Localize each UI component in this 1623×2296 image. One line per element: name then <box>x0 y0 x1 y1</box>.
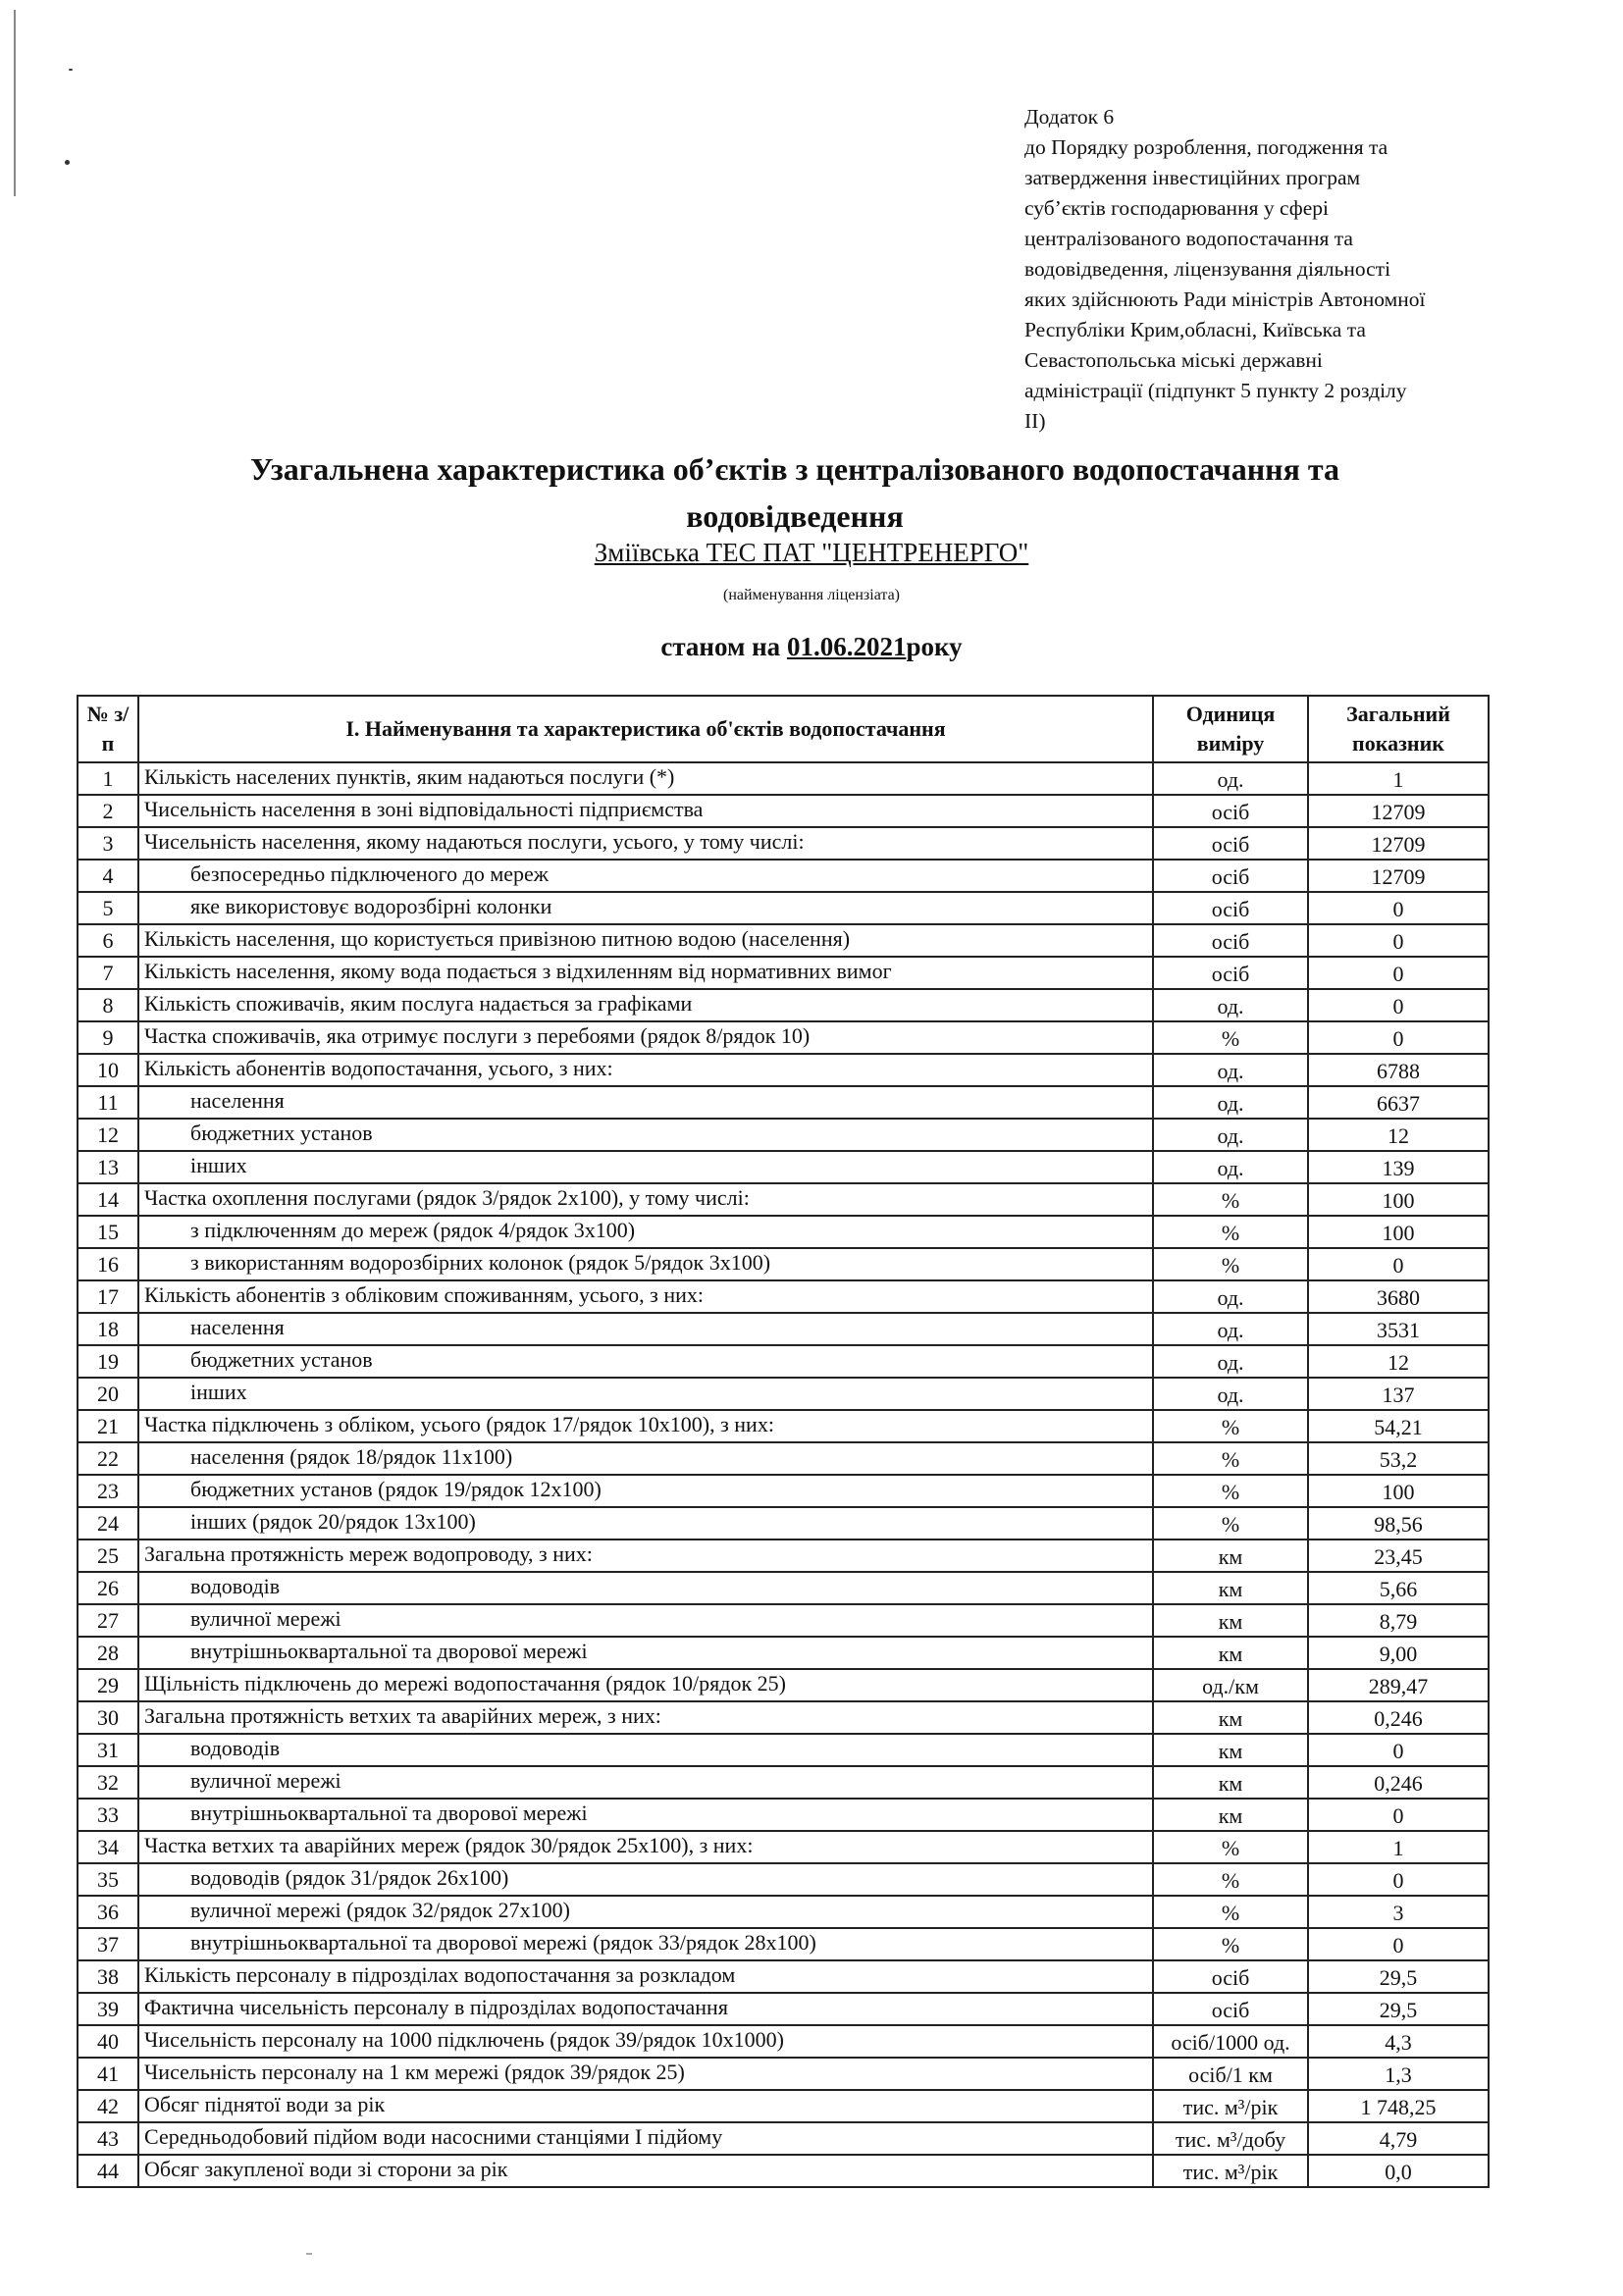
date-suffix: року <box>906 632 963 661</box>
table-row <box>78 1896 1489 1928</box>
row-unit: од. <box>1153 762 1308 795</box>
row-number: 17 <box>78 1280 138 1313</box>
row-number: 18 <box>78 1313 138 1345</box>
table-row <box>78 1734 1489 1766</box>
row-unit: осіб/1 км <box>1153 2058 1308 2090</box>
row-name: Частка підключень з обліком, усього (рядок 17/рядок 10х100), з них: <box>138 1410 1153 1442</box>
row-name: інших <box>138 1151 1153 1183</box>
row-name: вуличної мережі (рядок 32/рядок 27х100) <box>138 1896 1153 1928</box>
row-value: 3680 <box>1308 1280 1489 1313</box>
table-row <box>78 1637 1489 1669</box>
row-name: яке використовує водорозбірні колонки <box>138 892 1153 924</box>
row-unit: % <box>1153 1863 1308 1896</box>
row-number: 15 <box>78 1216 138 1248</box>
row-unit: осіб <box>1153 892 1308 924</box>
row-unit: км <box>1153 1799 1308 1831</box>
row-number: 19 <box>78 1345 138 1378</box>
row-unit: км <box>1153 1539 1308 1572</box>
table-row <box>78 1960 1489 1993</box>
row-number: 39 <box>78 1993 138 2025</box>
row-value: 12 <box>1308 1119 1489 1151</box>
row-number: 20 <box>78 1378 138 1410</box>
appendix-note: Додаток 6 до Порядку розроблення, погодження та затвердження інвестиційних програм суб’єктів господарювання у сфері централізованого водопостачання та водовідведення, ліцензування діяльності яких здійснюють Ради міністрів Автономної Республіки Крим,обласні, Київська та Севастопольська міські державні адміністрації (підпункт 5 пункту 2 розділу II) <box>1024 105 1426 433</box>
row-unit: осіб <box>1153 1993 1308 2025</box>
row-unit: тис. м³/рік <box>1153 2090 1308 2122</box>
row-value: 4,3 <box>1308 2025 1489 2058</box>
row-number: 12 <box>78 1119 138 1151</box>
row-unit: осіб <box>1153 827 1308 860</box>
row-name: Чисельність населення в зоні відповідальності підприємства <box>138 795 1153 827</box>
row-number: 36 <box>78 1896 138 1928</box>
row-value: 0 <box>1308 1928 1489 1960</box>
row-value: 0,246 <box>1308 1701 1489 1734</box>
row-number: 1 <box>78 762 138 795</box>
table-row <box>78 795 1489 827</box>
table-row <box>78 957 1489 989</box>
row-name: Чисельність персоналу на 1 км мережі (рядок 39/рядок 25) <box>138 2058 1153 2090</box>
row-name: бюджетних установ (рядок 19/рядок 12х100) <box>138 1475 1153 1507</box>
row-value: 0,0 <box>1308 2155 1489 2187</box>
row-name: бюджетних установ <box>138 1345 1153 1378</box>
row-number: 30 <box>78 1701 138 1734</box>
row-name: Загальна протяжність мереж водопроводу, з них: <box>138 1539 1153 1572</box>
row-name: внутрішньоквартальної та дворової мережі <box>138 1799 1153 1831</box>
row-name: Кількість споживачів, яким послуга надається за графіками <box>138 989 1153 1021</box>
row-name: Чисельність населення, якому надаються послуги, усього, у тому числі: <box>138 827 1153 860</box>
table-row <box>78 1313 1489 1345</box>
table-row <box>78 1669 1489 1701</box>
row-unit: % <box>1153 1183 1308 1216</box>
row-name: Фактична чисельність персоналу в підрозділах водопостачання <box>138 1993 1153 2025</box>
row-value: 8,79 <box>1308 1604 1489 1637</box>
row-unit: % <box>1153 1442 1308 1475</box>
row-unit: од. <box>1153 1378 1308 1410</box>
table-row <box>78 989 1489 1021</box>
row-value: 0 <box>1308 957 1489 989</box>
row-number: 31 <box>78 1734 138 1766</box>
row-unit: од./км <box>1153 1669 1308 1701</box>
row-value: 6788 <box>1308 1054 1489 1086</box>
row-number: 37 <box>78 1928 138 1960</box>
row-unit: % <box>1153 1216 1308 1248</box>
row-value: 54,21 <box>1308 1410 1489 1442</box>
row-number: 11 <box>78 1086 138 1119</box>
row-name: з підключенням до мереж (рядок 4/рядок 3х100) <box>138 1216 1153 1248</box>
table-row <box>78 1054 1489 1086</box>
row-value: 0 <box>1308 1734 1489 1766</box>
row-unit: % <box>1153 1831 1308 1863</box>
row-unit: од. <box>1153 1086 1308 1119</box>
row-number: 34 <box>78 1831 138 1863</box>
row-name: Частка охоплення послугами (рядок 3/рядок 2х100), у тому числі: <box>138 1183 1153 1216</box>
row-unit: км <box>1153 1637 1308 1669</box>
row-value: 0 <box>1308 924 1489 957</box>
row-unit: % <box>1153 1507 1308 1539</box>
row-value: 23,45 <box>1308 1539 1489 1572</box>
table-row <box>78 2058 1489 2090</box>
scan-speck <box>306 2253 312 2255</box>
row-name: Кількість абонентів з обліковим споживанням, усього, з них: <box>138 1280 1153 1313</box>
row-unit: осіб <box>1153 924 1308 957</box>
row-name: вуличної мережі <box>138 1766 1153 1799</box>
row-number: 33 <box>78 1799 138 1831</box>
row-value: 53,2 <box>1308 1442 1489 1475</box>
table-row <box>78 1701 1489 1734</box>
row-unit: од. <box>1153 1151 1308 1183</box>
row-unit: од. <box>1153 1119 1308 1151</box>
row-value: 139 <box>1308 1151 1489 1183</box>
table-row <box>78 1410 1489 1442</box>
row-unit: % <box>1153 1896 1308 1928</box>
table-row <box>78 1119 1489 1151</box>
row-name: безпосередньо підключеного до мереж <box>138 860 1153 892</box>
row-value: 29,5 <box>1308 1993 1489 2025</box>
table-row <box>78 1248 1489 1280</box>
row-value: 3 <box>1308 1896 1489 1928</box>
row-number: 5 <box>78 892 138 924</box>
table-row <box>78 1766 1489 1799</box>
row-unit: осіб <box>1153 957 1308 989</box>
row-unit: % <box>1153 1410 1308 1442</box>
row-name: Кількість абонентів водопостачання, усього, з них: <box>138 1054 1153 1086</box>
row-number: 32 <box>78 1766 138 1799</box>
row-value: 12709 <box>1308 860 1489 892</box>
row-number: 24 <box>78 1507 138 1539</box>
row-name: Обсяг піднятої води за рік <box>138 2090 1153 2122</box>
row-number: 41 <box>78 2058 138 2090</box>
row-number: 27 <box>78 1604 138 1637</box>
scan-speck <box>69 69 73 71</box>
table-row <box>78 1863 1489 1896</box>
row-name: Кількість населення, що користується привізною питною водою (населення) <box>138 924 1153 957</box>
table-row <box>78 1799 1489 1831</box>
row-unit: од. <box>1153 1054 1308 1086</box>
table-row <box>78 2025 1489 2058</box>
row-value: 1 <box>1308 1831 1489 1863</box>
row-number: 23 <box>78 1475 138 1507</box>
row-value: 5,66 <box>1308 1572 1489 1604</box>
row-unit: % <box>1153 1248 1308 1280</box>
row-value: 6637 <box>1308 1086 1489 1119</box>
table-header-row <box>78 696 1489 762</box>
row-value: 100 <box>1308 1216 1489 1248</box>
row-value: 0 <box>1308 989 1489 1021</box>
row-unit: од. <box>1153 1345 1308 1378</box>
characteristics-table <box>77 695 1490 2188</box>
table-row <box>78 1604 1489 1637</box>
row-value: 98,56 <box>1308 1507 1489 1539</box>
row-number: 22 <box>78 1442 138 1475</box>
row-value: 0 <box>1308 1248 1489 1280</box>
table-row <box>78 2155 1489 2187</box>
row-value: 100 <box>1308 1183 1489 1216</box>
row-unit: осіб <box>1153 860 1308 892</box>
row-unit: осіб/1000 од. <box>1153 2025 1308 2058</box>
row-unit: осіб <box>1153 1960 1308 1993</box>
row-unit: осіб <box>1153 795 1308 827</box>
row-name: населення <box>138 1313 1153 1345</box>
row-value: 289,47 <box>1308 1669 1489 1701</box>
row-unit: тис. м³/добу <box>1153 2122 1308 2155</box>
table-row <box>78 1475 1489 1507</box>
table-row <box>78 2090 1489 2122</box>
row-name: внутрішньоквартальної та дворової мережі (рядок 33/рядок 28х100) <box>138 1928 1153 1960</box>
table-row <box>78 1539 1489 1572</box>
row-name: Середньодобовий підйом води насосними станціями I підйому <box>138 2122 1153 2155</box>
col-name-header: І. Найменування та характеристика об'єктів водопостачання <box>138 696 1153 762</box>
table-row <box>78 1216 1489 1248</box>
row-name: водоводів <box>138 1572 1153 1604</box>
table-row <box>78 860 1489 892</box>
row-number: 13 <box>78 1151 138 1183</box>
row-number: 4 <box>78 860 138 892</box>
row-value: 1 748,25 <box>1308 2090 1489 2122</box>
row-number: 7 <box>78 957 138 989</box>
row-unit: тис. м³/рік <box>1153 2155 1308 2187</box>
row-name: бюджетних установ <box>138 1119 1153 1151</box>
row-unit: % <box>1153 1021 1308 1054</box>
table-row <box>78 1378 1489 1410</box>
row-value: 12 <box>1308 1345 1489 1378</box>
row-unit: км <box>1153 1701 1308 1734</box>
licensee-name: Зміївська ТЕС ПАТ "ЦЕНТРЕНЕРГО" <box>594 538 1029 567</box>
row-value: 29,5 <box>1308 1960 1489 1993</box>
row-unit: од. <box>1153 1313 1308 1345</box>
table-row <box>78 827 1489 860</box>
table-body <box>78 762 1489 2187</box>
row-number: 8 <box>78 989 138 1021</box>
row-name: з використанням водорозбірних колонок (рядок 5/рядок 3х100) <box>138 1248 1153 1280</box>
row-value: 4,79 <box>1308 2122 1489 2155</box>
table-row <box>78 1993 1489 2025</box>
row-name: водоводів (рядок 31/рядок 26х100) <box>138 1863 1153 1896</box>
table-row <box>78 1183 1489 1216</box>
row-name: внутрішньоквартальної та дворової мережі <box>138 1637 1153 1669</box>
row-number: 38 <box>78 1960 138 1993</box>
table-row <box>78 1507 1489 1539</box>
row-name: Загальна протяжність ветхих та аварійних мереж, з них: <box>138 1701 1153 1734</box>
table-row <box>78 1442 1489 1475</box>
row-name: Чисельність персоналу на 1000 підключень (рядок 39/рядок 10х1000) <box>138 2025 1153 2058</box>
table-row <box>78 1151 1489 1183</box>
row-number: 21 <box>78 1410 138 1442</box>
row-name: Кількість населених пунктів, яким надаються послуги (*) <box>138 762 1153 795</box>
row-number: 3 <box>78 827 138 860</box>
row-value: 0 <box>1308 1799 1489 1831</box>
table-row <box>78 1572 1489 1604</box>
row-value: 0 <box>1308 1021 1489 1054</box>
row-number: 26 <box>78 1572 138 1604</box>
row-number: 29 <box>78 1669 138 1701</box>
row-name: інших (рядок 20/рядок 13х100) <box>138 1507 1153 1539</box>
row-name: інших <box>138 1378 1153 1410</box>
row-value: 137 <box>1308 1378 1489 1410</box>
document-title: Узагальнена характеристика об’єктів з централізованого водопостачання та водовідведення <box>249 451 1339 534</box>
table-row <box>78 1928 1489 1960</box>
row-number: 2 <box>78 795 138 827</box>
row-name: Кількість персоналу в підрозділах водопостачання за розкладом <box>138 1960 1153 1993</box>
row-name: Щільність підключень до мережі водопостачання (рядок 10/рядок 25) <box>138 1669 1153 1701</box>
row-number: 28 <box>78 1637 138 1669</box>
licensee-line <box>0 538 1623 568</box>
date-value: 01.06.2021 <box>786 632 907 661</box>
table-row <box>78 1086 1489 1119</box>
row-value: 3531 <box>1308 1313 1489 1345</box>
row-number: 14 <box>78 1183 138 1216</box>
row-name: населення <box>138 1086 1153 1119</box>
row-value: 12709 <box>1308 795 1489 827</box>
table-row <box>78 1021 1489 1054</box>
row-value: 100 <box>1308 1475 1489 1507</box>
col-number-header: № з/п <box>78 696 138 762</box>
row-name: Обсяг закупленої води зі сторони за рік <box>138 2155 1153 2187</box>
row-number: 16 <box>78 1248 138 1280</box>
row-unit: од. <box>1153 989 1308 1021</box>
table-row <box>78 892 1489 924</box>
row-unit: км <box>1153 1734 1308 1766</box>
row-number: 35 <box>78 1863 138 1896</box>
row-value: 1 <box>1308 762 1489 795</box>
row-unit: % <box>1153 1928 1308 1960</box>
row-name: водоводів <box>138 1734 1153 1766</box>
row-unit: км <box>1153 1572 1308 1604</box>
row-unit: од. <box>1153 1280 1308 1313</box>
row-unit: км <box>1153 1766 1308 1799</box>
scan-speck <box>65 160 70 165</box>
licensee-caption: (найменування ліцензіата) <box>723 587 900 603</box>
row-value: 0 <box>1308 1863 1489 1896</box>
row-value: 0,246 <box>1308 1766 1489 1799</box>
scan-margin-line <box>14 10 16 196</box>
table-row <box>78 924 1489 957</box>
row-number: 9 <box>78 1021 138 1054</box>
row-number: 25 <box>78 1539 138 1572</box>
row-number: 6 <box>78 924 138 957</box>
row-number: 42 <box>78 2090 138 2122</box>
row-unit: % <box>1153 1475 1308 1507</box>
row-name: Частка споживачів, яка отримує послуги з перебоями (рядок 8/рядок 10) <box>138 1021 1153 1054</box>
row-number: 10 <box>78 1054 138 1086</box>
row-value: 9,00 <box>1308 1637 1489 1669</box>
table-row <box>78 2122 1489 2155</box>
row-name: вуличної мережі <box>138 1604 1153 1637</box>
row-unit: км <box>1153 1604 1308 1637</box>
row-name: Частка ветхих та аварійних мереж (рядок 30/рядок 25х100), з них: <box>138 1831 1153 1863</box>
table-row <box>78 1831 1489 1863</box>
date-prefix: станом на <box>660 632 781 661</box>
row-value: 12709 <box>1308 827 1489 860</box>
row-value: 1,3 <box>1308 2058 1489 2090</box>
row-number: 44 <box>78 2155 138 2187</box>
col-value-header: Загальний показник <box>1308 696 1489 762</box>
table-row <box>78 1280 1489 1313</box>
date-line <box>0 632 1623 662</box>
row-name: Кількість населення, якому вода подається з відхиленням від нормативних вимог <box>138 957 1153 989</box>
row-value: 0 <box>1308 892 1489 924</box>
table-row <box>78 762 1489 795</box>
col-unit-header: Одиниця виміру <box>1153 696 1308 762</box>
row-number: 43 <box>78 2122 138 2155</box>
row-name: населення (рядок 18/рядок 11х100) <box>138 1442 1153 1475</box>
row-number: 40 <box>78 2025 138 2058</box>
table-row <box>78 1345 1489 1378</box>
